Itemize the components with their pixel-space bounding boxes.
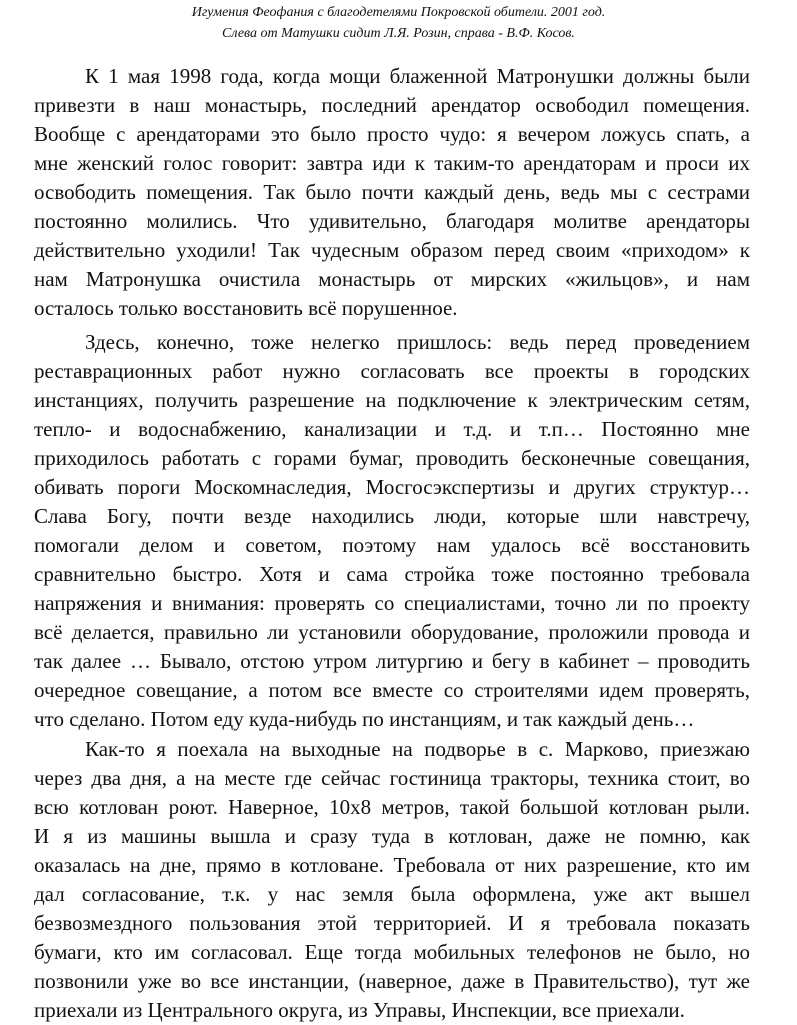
paragraph-3 [34, 735, 750, 1025]
text-line: Вообще с арендаторами это было просто чудо: я вечером ложусь спать, а [34, 122, 750, 146]
text-line: осталось только восстановить всё порушенное. [34, 296, 458, 320]
text-line: обивать пороги Москомнаследия, Мосгосэкспертизы и других структур… [34, 475, 750, 499]
text-line: безвозмездного пользования этой территорией. И я требовала показать [34, 911, 750, 935]
text-line: оказалась на дне, прямо в котловане. Требовала от них разрешение, кто им [34, 853, 750, 877]
text-line: всю котлован роют. Наверное, 10х8 метров, такой большой котлован рыли. [34, 795, 750, 819]
text-line: через два дня, а на месте где сейчас гостиница тракторы, техника стоит, во [34, 766, 750, 790]
paragraph-1 [34, 62, 750, 323]
text-line: бумаги, кто им согласовал. Еще тогда мобильных телефонов не было, но [34, 940, 750, 964]
text-line: освободить помещения. Так было почти каждый день, ведь мы с сестрами [34, 180, 750, 204]
text-line: инстанциях, получить разрешение на подключение к электрическим сетям, [34, 388, 750, 412]
paragraph-2 [34, 328, 750, 734]
text-line: тепло- и водоснабжению, канализации и т.д. и т.п… Постоянно мне [34, 417, 750, 441]
text-line: дал согласование, т.к. у нас земля была оформлена, уже акт вышел [34, 882, 750, 906]
text-line: что сделано. Потом еду куда-нибудь по инстанциям, и так каждый день… [34, 707, 695, 731]
text-line: нам Матронушка очистила монастырь от мирских «жильцов», и нам [34, 267, 750, 291]
text-line: К 1 мая 1998 года, когда мощи блаженной Матронушки должны были [85, 64, 750, 88]
text-line: всё делается, правильно ли установили оборудование, проложили провода и [34, 620, 750, 644]
text-line: мне женский голос говорит: завтра иди к таким-то арендаторам и проси их [34, 151, 750, 175]
text-line: приходилось работать с горами бумаг, проводить бесконечные совещания, [34, 446, 750, 470]
text-line: привезти в наш монастырь, последний арендатор освободил помещения. [34, 93, 750, 117]
photo-caption [0, 2, 797, 44]
text-line: помогали делом и советом, поэтому нам удалось всё восстановить [34, 533, 750, 557]
text-line: Здесь, конечно, тоже нелегко пришлось: ведь перед проведением [85, 330, 750, 354]
text-line: приехали из Центрального округа, из Управы, Инспекции, все приехали. [34, 998, 685, 1022]
text-line: Как-то я поехала на выходные на подворье в с. Марково, приезжаю [85, 737, 750, 761]
text-line: позвонили уже во все инстанции, (наверное, даже в Правительство), тут же [34, 969, 750, 993]
text-line: Слава Богу, почти везде находились люди, которые шли навстречу, [34, 504, 750, 528]
text-line: сравнительно быстро. Хотя и сама стройка тоже постоянно требовала [34, 562, 750, 586]
text-line: напряжения и внимания: проверять со специалистами, точно ли по проекту [34, 591, 750, 615]
caption-line: Игумения Феофания с благодетелями Покровской обители. 2001 год. [191, 5, 606, 20]
text-line: действительно уходили! Так чудесным образом перед своим «приходом» к [34, 238, 750, 262]
text-line: постоянно молились. Что удивительно, благодаря молитве арендаторы [34, 209, 750, 233]
caption-line: Слева от Матушки сидит Л.Я. Розин, справа - В.Ф. Косов. [222, 26, 575, 41]
text-line: реставрационных работ нужно согласовать все проекты в городских [34, 359, 750, 383]
text-line: очередное совещание, а потом все вместе со строителями идем проверять, [34, 678, 750, 702]
text-line: И я из машины вышла и сразу туда в котлован, даже не помню, как [34, 824, 750, 848]
text-line: так далее … Бывало, отстою утром литургию и бегу в кабинет – проводить [34, 649, 750, 673]
